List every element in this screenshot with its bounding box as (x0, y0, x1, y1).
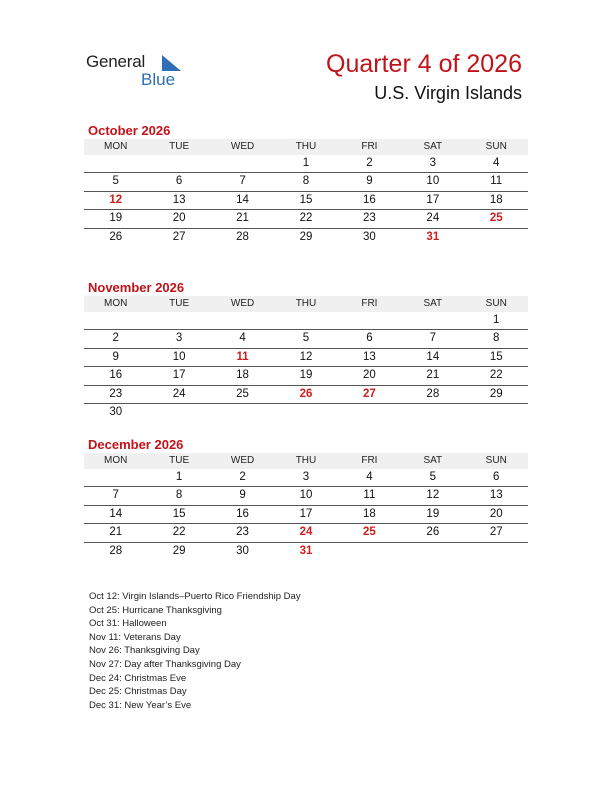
weekday-label: TUE (169, 298, 190, 309)
date-cell: 25 (236, 387, 249, 400)
date-cell (338, 543, 401, 560)
weekday-label: SAT (423, 298, 443, 309)
holiday-note: Oct 12: Virgin Islands–Puerto Rico Friendship Day (89, 591, 301, 602)
week-row (84, 404, 528, 421)
date-cell: 13 (172, 193, 186, 206)
weekday-label: SAT (423, 455, 443, 466)
date-cell: 19 (299, 369, 313, 382)
date-cell: 14 (236, 193, 249, 206)
date-cell: 20 (363, 369, 376, 382)
date-cell: 30 (236, 544, 249, 557)
date-cell: 9 (239, 489, 246, 502)
holiday-date-cell: 25 (489, 212, 503, 225)
weekday-label: SAT (423, 141, 443, 152)
date-cell (84, 155, 147, 172)
date-cell: 11 (363, 489, 376, 502)
weekday-header-row (84, 296, 528, 312)
date-cell (274, 312, 337, 329)
date-cell: 29 (172, 544, 186, 557)
date-cell: 22 (299, 212, 313, 225)
week-row (84, 210, 528, 228)
date-cell: 5 (112, 175, 119, 188)
date-cell: 19 (426, 507, 440, 520)
date-cell: 5 (302, 332, 310, 345)
weekday-label: MON (104, 455, 128, 466)
holiday-date-cell: 31 (299, 544, 313, 557)
week-row (84, 173, 528, 191)
date-cell: 14 (426, 350, 440, 363)
date-cell: 22 (172, 526, 186, 539)
date-cell: 17 (426, 193, 440, 206)
date-cell: 17 (299, 507, 313, 520)
weekday-label: SUN (485, 455, 507, 466)
date-cell: 9 (366, 175, 373, 188)
date-cell (465, 404, 528, 421)
date-cell: 13 (489, 489, 503, 502)
month-title: December 2026 (88, 437, 184, 452)
week-row (84, 487, 528, 505)
date-cell: 27 (172, 230, 186, 243)
weekday-label: TUE (169, 455, 190, 466)
month-calendar-november (84, 279, 528, 421)
holiday-date-cell: 27 (363, 387, 376, 400)
date-cell: 7 (112, 489, 119, 502)
date-cell: 28 (236, 230, 249, 243)
date-cell (147, 312, 210, 329)
holiday-date-cell: 24 (299, 526, 313, 539)
week-row (84, 312, 528, 330)
date-cell: 30 (363, 230, 376, 243)
week-row (84, 229, 528, 246)
date-cell: 16 (363, 193, 376, 206)
month-title: November 2026 (88, 280, 185, 295)
holiday-date-cell: 25 (363, 526, 376, 539)
date-cell (211, 155, 274, 172)
holiday-note: Oct 31: Halloween (89, 618, 167, 630)
date-cell: 21 (109, 526, 123, 539)
week-row (84, 386, 528, 404)
weekday-label: WED (230, 455, 255, 466)
date-cell (147, 404, 210, 421)
holiday-note: Dec 24: Christmas Eve (89, 672, 187, 684)
holiday-note: Dec 31: New Year’s Eve (89, 699, 192, 711)
date-cell (211, 404, 274, 421)
date-cell: 26 (109, 230, 123, 243)
date-cell: 1 (302, 157, 310, 169)
date-cell (465, 229, 528, 246)
week-row (84, 524, 528, 542)
week-row (84, 192, 528, 210)
date-cell: 10 (172, 350, 186, 363)
date-cell: 16 (109, 369, 123, 382)
holiday-date-cell: 11 (236, 350, 249, 363)
holiday-date-cell: 12 (109, 193, 123, 206)
date-cell: 16 (236, 507, 249, 520)
date-cell: 23 (109, 387, 123, 400)
date-cell (338, 312, 401, 329)
week-row (84, 349, 528, 367)
date-cell: 12 (426, 489, 440, 502)
date-cell: 8 (302, 175, 310, 188)
date-cell: 29 (489, 387, 503, 400)
page-subtitle: U.S. Virgin Islands (374, 83, 522, 103)
date-cell (401, 404, 464, 421)
date-cell: 21 (236, 212, 249, 225)
date-cell: 14 (109, 507, 123, 520)
date-cell: 19 (109, 212, 123, 225)
weekday-header-row (84, 139, 528, 155)
weekday-label: SUN (485, 141, 507, 152)
holiday-date-cell: 26 (299, 387, 313, 400)
date-cell (84, 312, 147, 329)
weekday-label: TUE (169, 141, 190, 152)
date-cell (401, 543, 464, 560)
weekday-label: FRI (361, 141, 378, 152)
date-cell: 18 (363, 507, 376, 520)
date-cell: 6 (493, 471, 500, 483)
page-title: Quarter 4 of 2026 (326, 50, 522, 78)
date-cell (401, 312, 464, 329)
date-cell: 15 (489, 350, 503, 363)
date-cell: 13 (363, 350, 376, 363)
date-cell: 18 (489, 193, 503, 206)
logo-word-blue: Blue (141, 70, 176, 89)
month-calendar-october (84, 122, 528, 246)
date-cell: 10 (426, 175, 440, 188)
logo-word-general: General (86, 52, 146, 71)
date-cell: 4 (493, 157, 500, 169)
weekday-label: THU (295, 298, 317, 309)
weekday-label: MON (104, 141, 128, 152)
date-cell: 3 (175, 332, 183, 345)
date-cell: 6 (366, 332, 373, 345)
date-cell: 24 (172, 387, 186, 400)
date-cell: 1 (493, 314, 500, 326)
date-cell: 8 (493, 332, 500, 345)
date-cell: 15 (299, 193, 313, 206)
date-cell: 26 (426, 526, 440, 539)
date-cell: 28 (426, 387, 440, 400)
generalblue-logo (86, 52, 196, 92)
weekday-label: FRI (361, 455, 378, 466)
holiday-note: Nov 27: Day after Thanksgiving Day (89, 658, 241, 670)
weekday-header-row (84, 453, 528, 469)
date-cell: 3 (302, 471, 310, 483)
weekday-label: THU (295, 141, 317, 152)
date-cell: 21 (426, 369, 440, 382)
date-cell: 22 (489, 369, 503, 382)
date-cell: 8 (175, 489, 183, 502)
weekday-label: THU (295, 455, 317, 466)
date-cell: 23 (363, 212, 376, 225)
holiday-note: Oct 25: Hurricane Thanksgiving (89, 604, 222, 616)
date-cell: 23 (236, 526, 249, 539)
date-cell (465, 543, 528, 560)
weekday-label: SUN (485, 298, 507, 309)
holiday-note: Nov 11: Veterans Day (89, 631, 181, 643)
date-cell: 10 (299, 489, 313, 502)
date-cell: 24 (426, 212, 440, 225)
date-cell (147, 155, 210, 172)
week-row (84, 469, 528, 487)
weekday-label: WED (230, 141, 255, 152)
date-cell (338, 404, 401, 421)
date-cell: 15 (172, 507, 186, 520)
date-cell (84, 469, 147, 486)
date-cell: 2 (366, 157, 373, 169)
date-cell: 27 (489, 526, 503, 539)
date-cell: 7 (239, 175, 246, 188)
date-cell: 12 (299, 350, 313, 363)
date-cell: 1 (175, 471, 183, 483)
week-row (84, 155, 528, 173)
weekday-label: FRI (361, 298, 378, 309)
date-cell: 20 (172, 212, 186, 225)
date-cell: 17 (172, 369, 186, 382)
date-cell: 28 (109, 544, 123, 557)
date-cell: 2 (112, 332, 119, 345)
week-row (84, 367, 528, 385)
holiday-notes-list (89, 590, 301, 712)
date-cell: 20 (489, 507, 503, 520)
date-cell (274, 404, 337, 421)
holiday-note: Nov 26: Thanksgiving Day (89, 645, 200, 657)
date-cell: 30 (109, 405, 123, 418)
holiday-note: Dec 25: Christmas Day (89, 686, 187, 698)
date-cell: 9 (112, 350, 119, 363)
month-title: October 2026 (88, 123, 171, 138)
date-cell: 6 (175, 175, 183, 188)
date-cell: 2 (239, 471, 246, 483)
date-cell: 18 (236, 369, 249, 382)
weekday-label: MON (104, 298, 128, 309)
date-cell: 7 (429, 332, 437, 345)
week-row (84, 543, 528, 560)
date-cell: 3 (429, 157, 437, 169)
month-calendar-december (84, 436, 528, 560)
date-cell: 5 (429, 471, 437, 483)
holiday-date-cell: 31 (426, 230, 440, 243)
date-cell (211, 312, 274, 329)
date-cell: 29 (299, 230, 313, 243)
week-row (84, 506, 528, 524)
weekday-label: WED (230, 298, 255, 309)
date-cell: 4 (239, 332, 246, 345)
week-row (84, 330, 528, 348)
date-cell: 4 (366, 471, 373, 483)
date-cell: 11 (490, 175, 503, 188)
